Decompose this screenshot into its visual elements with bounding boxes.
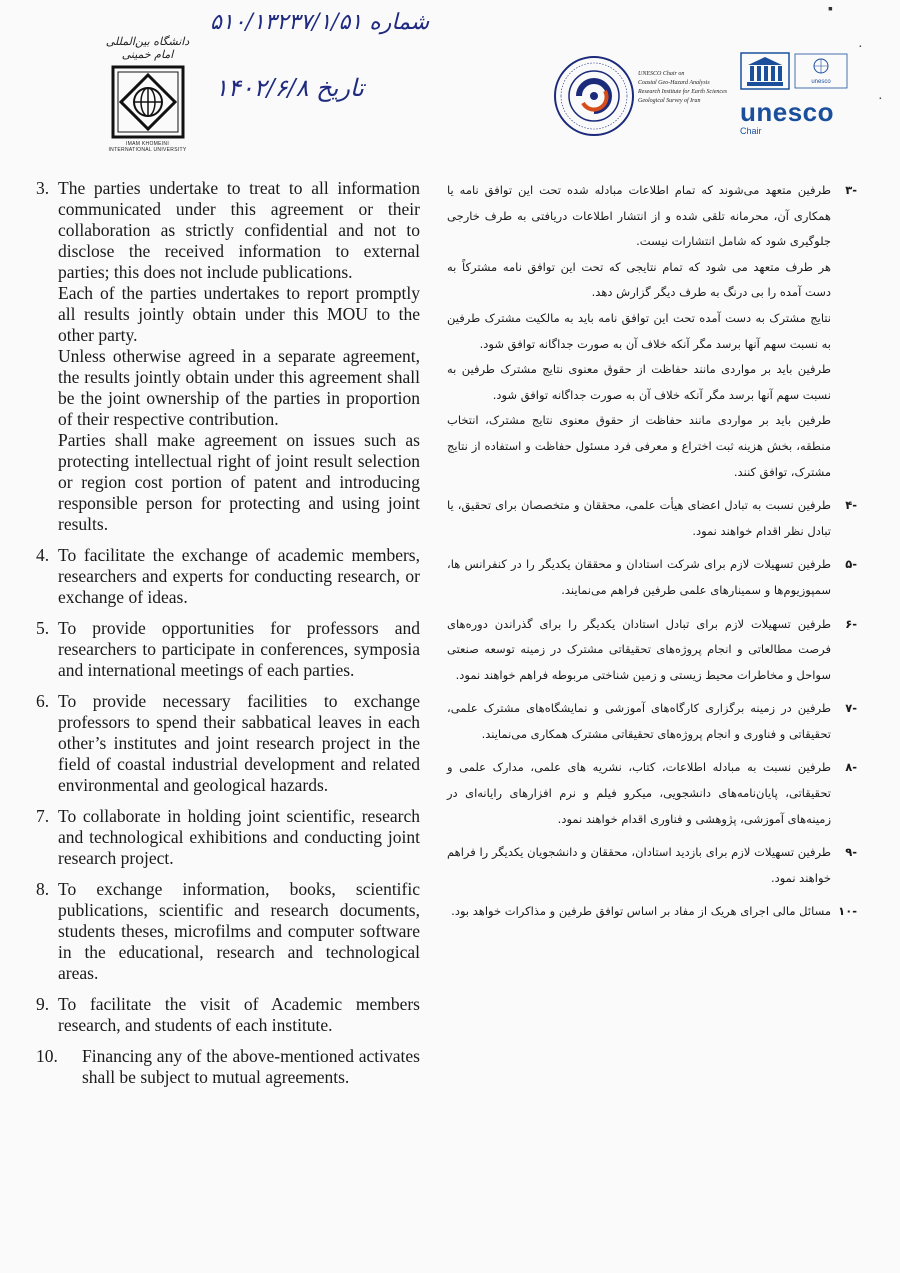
english-clause-number: 6. <box>36 691 50 711</box>
unesco-logo-block <box>740 52 850 136</box>
scan-mark: ▪ <box>828 2 833 17</box>
farsi-clause <box>447 899 857 925</box>
farsi-clause-paragraph: طرفین متعهد می‌شوند که تمام اطلاعات مبادله شده تحت این توافق نامه یا همکاری آن، محرمانه تلقی شده و از انتشار اطلاعات دریافتی به طرف خارجی جلوگیری شود که شامل انتشارات نیست. <box>447 183 831 249</box>
farsi-clause-body <box>447 552 831 603</box>
farsi-clause-number: -۶ <box>845 616 857 631</box>
farsi-clause <box>447 755 857 832</box>
english-clause-paragraph: To collaborate in holding joint scientific, research and technological exhibitions and conducting joint research project. <box>58 806 420 868</box>
scan-mark: · <box>878 92 883 107</box>
farsi-clause-paragraph: طرفین باید بر مواردی مانند حفاظت از حقوق معنوی نتایج مشترک طرفین به نسبت سهم آنها برسد مگر آنکه خلاف آن به صورت جداگانه توافق شود. <box>447 362 831 402</box>
english-clause <box>36 545 420 608</box>
farsi-clause-number: -۴ <box>845 498 857 513</box>
english-clause-paragraph: Parties shall make agreement on issues such as protecting intellectual right of joint result selection or region cost portion of patent and introducing responsible person for protecting and using joint results. <box>58 430 420 534</box>
farsi-clause <box>447 696 857 747</box>
english-clause-paragraph: To exchange information, books, scientific publications, scientific and research documents, students theses, microfilms and computer software in the educational, research and technological areas. <box>58 879 420 983</box>
farsi-clause-paragraph: طرفین نسبت به مبادله اطلاعات، کتاب، نشریه های علمی، مدارک علمی و تحقیقاتی، پایان‌نامه‌های دانشجویی، میکرو فیلم و نرم افزارهای رایانه‌ای در زمینه‌های آموزشی، پژوهشی و فناوری اقدام خواهند نمود. <box>447 760 831 826</box>
ries-line3: Research Institute for Earth Sciences <box>638 89 728 95</box>
ikiu-name-line2: INTERNATIONAL UNIVERSITY <box>108 147 187 153</box>
farsi-clause-paragraph: طرفین در زمینه برگزاری کارگاه‌های آموزشی و نمایشگاه‌های مشترک علمی، تحقیقاتی و فناوری و انجام پروژه‌های تحقیقاتی مشترک همکاری می‌نمایند. <box>447 701 831 741</box>
farsi-clause-body <box>447 899 831 925</box>
farsi-clause-number: -۳ <box>845 183 857 197</box>
english-clause-number: 10. <box>36 1046 58 1066</box>
ikiu-script-name: دانشگاه بین‌المللی امام خمینی <box>105 35 190 61</box>
english-clause <box>36 879 420 984</box>
farsi-clause-paragraph: طرفین باید بر مواردی مانند حفاظت از حقوق معنوی نتایج مشترک، انتخاب منطقه، بخش هزینه ثبت اختراع و معرفی فرد مسئول حفاظت و استفاده از نتایج مشترک، توافق کنند. <box>447 413 831 479</box>
english-clause-paragraph: To facilitate the visit of Academic members research, and students of each institute. <box>58 994 420 1035</box>
ries-caption <box>638 70 738 106</box>
farsi-clause-number: -۱۰ <box>838 904 857 919</box>
ikiu-logo-block <box>100 35 195 153</box>
farsi-clause-number: -۵ <box>845 557 857 572</box>
english-clause-body <box>82 1046 420 1088</box>
farsi-clause-number: -۹ <box>845 845 857 860</box>
english-clause-number: 9. <box>36 994 50 1014</box>
farsi-clause-body <box>447 840 831 891</box>
ries-line4: Geological Survey of Iran <box>638 98 701 104</box>
farsi-clause-body <box>447 178 831 485</box>
farsi-clause <box>447 552 857 603</box>
unesco-temple-icon <box>740 52 850 90</box>
ikiu-emblem-icon <box>111 65 185 139</box>
english-clause-body <box>58 618 420 681</box>
unesco-chair-label: Chair <box>740 126 762 136</box>
english-clause-paragraph: To provide opportunities for professors and researchers to participate in conferences, symposia and international meetings of each parties. <box>58 618 420 680</box>
letter-number: شماره ۵۱۰/۱۳۲۳۷/۱/۵۱ <box>210 10 430 35</box>
english-clause-number: 3. <box>36 178 50 198</box>
farsi-clause-paragraph: طرفین نسبت به تبادل اعضای هیأت علمی، محققان و متخصصان برای تحقیق، یا تبادل نظر اقدام خواهند نمود. <box>447 498 831 538</box>
farsi-clause-paragraph: نتایج مشترک به دست آمده تحت این توافق نامه باید به مالکیت مشترک طرفین به نسبت سهم آنها برسد مگر آنکه خلاف آن به صورت جداگانه توافق شود. <box>447 310 831 351</box>
farsi-clause-body <box>447 493 831 544</box>
farsi-clause-paragraph: هر طرف متعهد می شود که تمام نتایجی که تحت این توافق نامه مشترکاً به دست آمده را بی درنگ به طرف دیگر گزارش دهد. <box>447 259 831 300</box>
farsi-clause-paragraph: طرفین تسهیلات لازم برای شرکت استادان و محققان یکدیگر را در کنفرانس ها، سمپوزیوم‌ها و سمینارهای علمی طرفین فراهم می‌نمایند. <box>447 557 831 597</box>
farsi-clause-paragraph: طرفین تسهیلات لازم برای تبادل استادان یکدیگر را برای گذراندن دوره‌های فرصت مطالعاتی و انجام پروژه‌های تحقیقاتی مشترک در زمینه توسعه صنعتی سواحل و مخاطرات محیط زیستی و زمین شناختی مربوطه فراهم خواهند نمود. <box>447 616 831 682</box>
english-column <box>36 178 420 1098</box>
unesco-wordmark: unesco <box>740 97 835 127</box>
farsi-clause-number: -۸ <box>845 760 857 775</box>
english-clause-body <box>58 178 420 535</box>
farsi-clause-paragraph: مسائل مالی اجرای هریک از مفاد بر اساس توافق طرفین و مذاکرات خواهد بود. <box>451 904 831 919</box>
english-clause-paragraph: Unless otherwise agreed in a separate agreement, the results jointly obtain under this agreement shall be the joint ownership of the parties in proportion of their respective contribution. <box>58 346 420 429</box>
english-clause-paragraph: Each of the parties undertakes to report promptly all results jointly obtain under this MOU to the other party. <box>58 283 420 345</box>
english-clause-body <box>58 806 420 869</box>
english-clause <box>36 178 420 535</box>
english-clause <box>36 691 420 796</box>
unesco-mini-word: unesco <box>811 79 831 85</box>
farsi-clause-body <box>447 696 831 747</box>
english-clause-body <box>58 691 420 796</box>
english-clause-paragraph: To provide necessary facilities to exchange professors to spend their sabbatical leaves in each other’s institutes and joint research project in the field of coastal industrial development and related environmental and geological hazards. <box>58 691 420 795</box>
farsi-clause <box>447 493 857 544</box>
english-clause <box>36 994 420 1036</box>
ries-seal-icon <box>553 55 635 137</box>
english-clause-body <box>58 545 420 608</box>
farsi-clause-paragraph: طرفین تسهیلات لازم برای بازدید استادان، محققان و دانشجویان یکدیگر را فراهم خواهند نمود. <box>447 845 831 885</box>
english-clause-number: 7. <box>36 806 50 826</box>
farsi-clause <box>447 612 857 689</box>
farsi-clause-number: -۷ <box>845 701 857 716</box>
english-clause-body <box>58 879 420 984</box>
scan-mark: · <box>858 40 863 55</box>
ries-line2: Coastal Geo-Hazard Analysis <box>638 80 710 86</box>
english-clause <box>36 618 420 681</box>
ries-line1: UNESCO Chair on <box>638 71 685 77</box>
english-clause-paragraph: The parties undertake to treat to all information communicated under this agreement or their collaboration as strictly confidential and not to disclose the received information to external parties; this does not include publications. <box>58 178 420 282</box>
ikiu-name-line1: IMAM KHOMEINI <box>125 141 170 147</box>
english-clause-number: 4. <box>36 545 50 565</box>
letter-date: تاریخ ۱۴۰۲/۶/۸ <box>215 74 364 102</box>
farsi-column <box>447 178 857 933</box>
english-clause-number: 5. <box>36 618 50 638</box>
english-clause-paragraph: Financing any of the above-mentioned activates shall be subject to mutual agreements. <box>82 1046 420 1087</box>
english-clause <box>36 1046 420 1088</box>
farsi-clause <box>447 178 857 485</box>
farsi-clause <box>447 840 857 891</box>
english-clause <box>36 806 420 869</box>
farsi-clause-body <box>447 612 831 689</box>
english-clause-number: 8. <box>36 879 50 899</box>
farsi-clause-body <box>447 755 831 832</box>
english-clause-paragraph: To facilitate the exchange of academic members, researchers and experts for conducting research, or exchange of ideas. <box>58 545 420 607</box>
english-clause-body <box>58 994 420 1036</box>
